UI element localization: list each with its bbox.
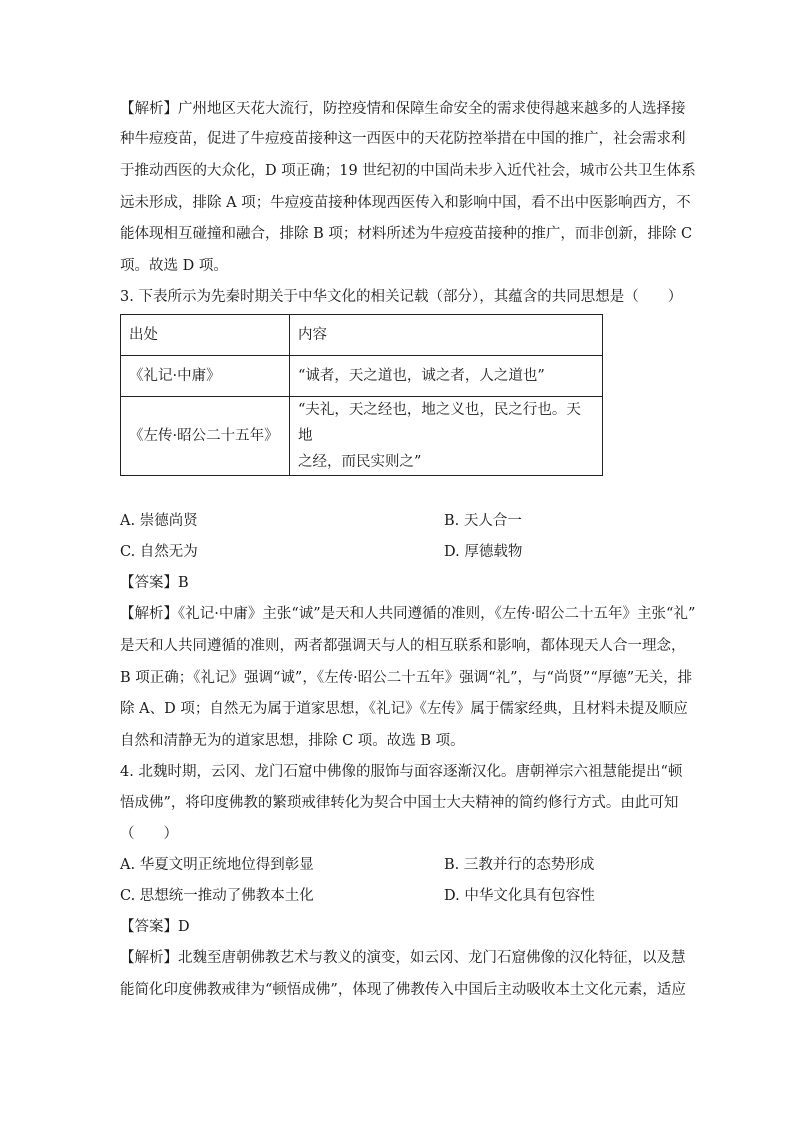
stem-line: 4. 北魏时期，云冈、龙门石窟中佛像的服饰与面容逐渐汉化。唐朝禅宗六祖慧能提出“顿 (120, 764, 683, 780)
stem-line: （ ） (120, 826, 178, 842)
option-c[interactable]: C. 思想统一推动了佛教本土化 (120, 888, 314, 904)
analysis-line: 能体现相互碰撞和融合，排除 B 项；材料所述为牛痘疫苗接种的推广，而非创新，排除 C (120, 226, 693, 242)
question-3-stem: 3. 下表所示为先秦时期关于中华文化的相关记载（部分），其蕴含的共同思想是（ ） (120, 289, 683, 305)
table-cell-content-line: “夫礼，天之经也，地之义也，民之行也。天地 (298, 402, 581, 444)
analysis-line: 是天和人共同遵循的准则，两者都强调天与人的相互联系和影响，都体现天人合一理念， (120, 638, 686, 654)
question-3-answer: 【答案】B (120, 575, 189, 591)
source-table (120, 314, 603, 476)
table-cell-source: 《礼记·中庸》 (121, 356, 290, 397)
stem-line: 悟成佛”，将印度佛教的繁琐戒律转化为契合中国士大夫精神的简约修行方式。由此可知 (120, 795, 679, 811)
analysis-line: 远未形成，排除 A 项；牛痘疫苗接种体现西医传入和影响中国，看不出中医影响西方，不 (120, 195, 691, 211)
table-cell-source: 《左传·昭公二十五年》 (121, 397, 290, 476)
option-d[interactable]: D. 中华文化具有包容性 (444, 888, 595, 904)
option-b[interactable]: B. 三教并行的态势形成 (444, 857, 595, 873)
analysis-line: 于推动西医的大众化，D 项正确；19 世纪初的中国尚未步入近代社会，城市公共卫生体系 (120, 163, 696, 179)
analysis-line: 【解析】北魏至唐朝佛教艺术与教义的演变，如云冈、龙门石窟佛像的汉化特征，以及慧 (120, 950, 686, 966)
analysis-line: 项。故选 D 项。 (120, 258, 228, 274)
table-row (121, 397, 603, 476)
table-header-cell: 出处 (121, 315, 290, 356)
table-cell-content-line: 之经，而民实则之” (298, 454, 422, 470)
analysis-line: 除 A、D 项；自然无为属于道家思想，《礼记》《左传》属于儒家经典，且材料未提及顺应 (120, 701, 688, 717)
table-header-cell: 内容 (290, 315, 603, 356)
option-a[interactable]: A. 崇德尚贤 (120, 513, 198, 529)
option-b[interactable]: B. 天人合一 (444, 513, 522, 529)
analysis-line: 能简化印度佛教戒律为“顿悟成佛”，体现了佛教传入中国后主动吸收本土文化元素，适应 (120, 982, 686, 998)
analysis-line: B 项正确；《礼记》强调“诚”，《左传·昭公二十五年》强调“礼”，与“尚贤”“厚德”无关，排 (120, 670, 693, 686)
table-row (121, 356, 603, 397)
analysis-line: 【解析】《礼记·中庸》主张“诚”是天和人共同遵循的准则，《左传·昭公二十五年》主张“礼” (120, 606, 696, 622)
table-cell-content: “诚者，天之道也，诚之者，人之道也” (290, 356, 603, 397)
question-4-answer: 【答案】D (120, 919, 190, 935)
table-cell-content (290, 397, 603, 476)
analysis-line: 自然和清静无为的道家思想，排除 C 项。故选 B 项。 (120, 733, 465, 749)
option-a[interactable]: A. 华夏文明正统地位得到彰显 (120, 857, 314, 873)
analysis-line: 【解析】广州地区天花大流行，防控疫情和保障生命安全的需求使得越来越多的人选择接 (120, 101, 686, 117)
analysis-line: 种牛痘疫苗，促进了牛痘疫苗接种这一西医中的天花防控举措在中国的推广，社会需求利 (120, 131, 686, 147)
option-d[interactable]: D. 厚德载物 (444, 544, 523, 560)
option-c[interactable]: C. 自然无为 (120, 544, 198, 560)
table-header-row (121, 315, 603, 356)
